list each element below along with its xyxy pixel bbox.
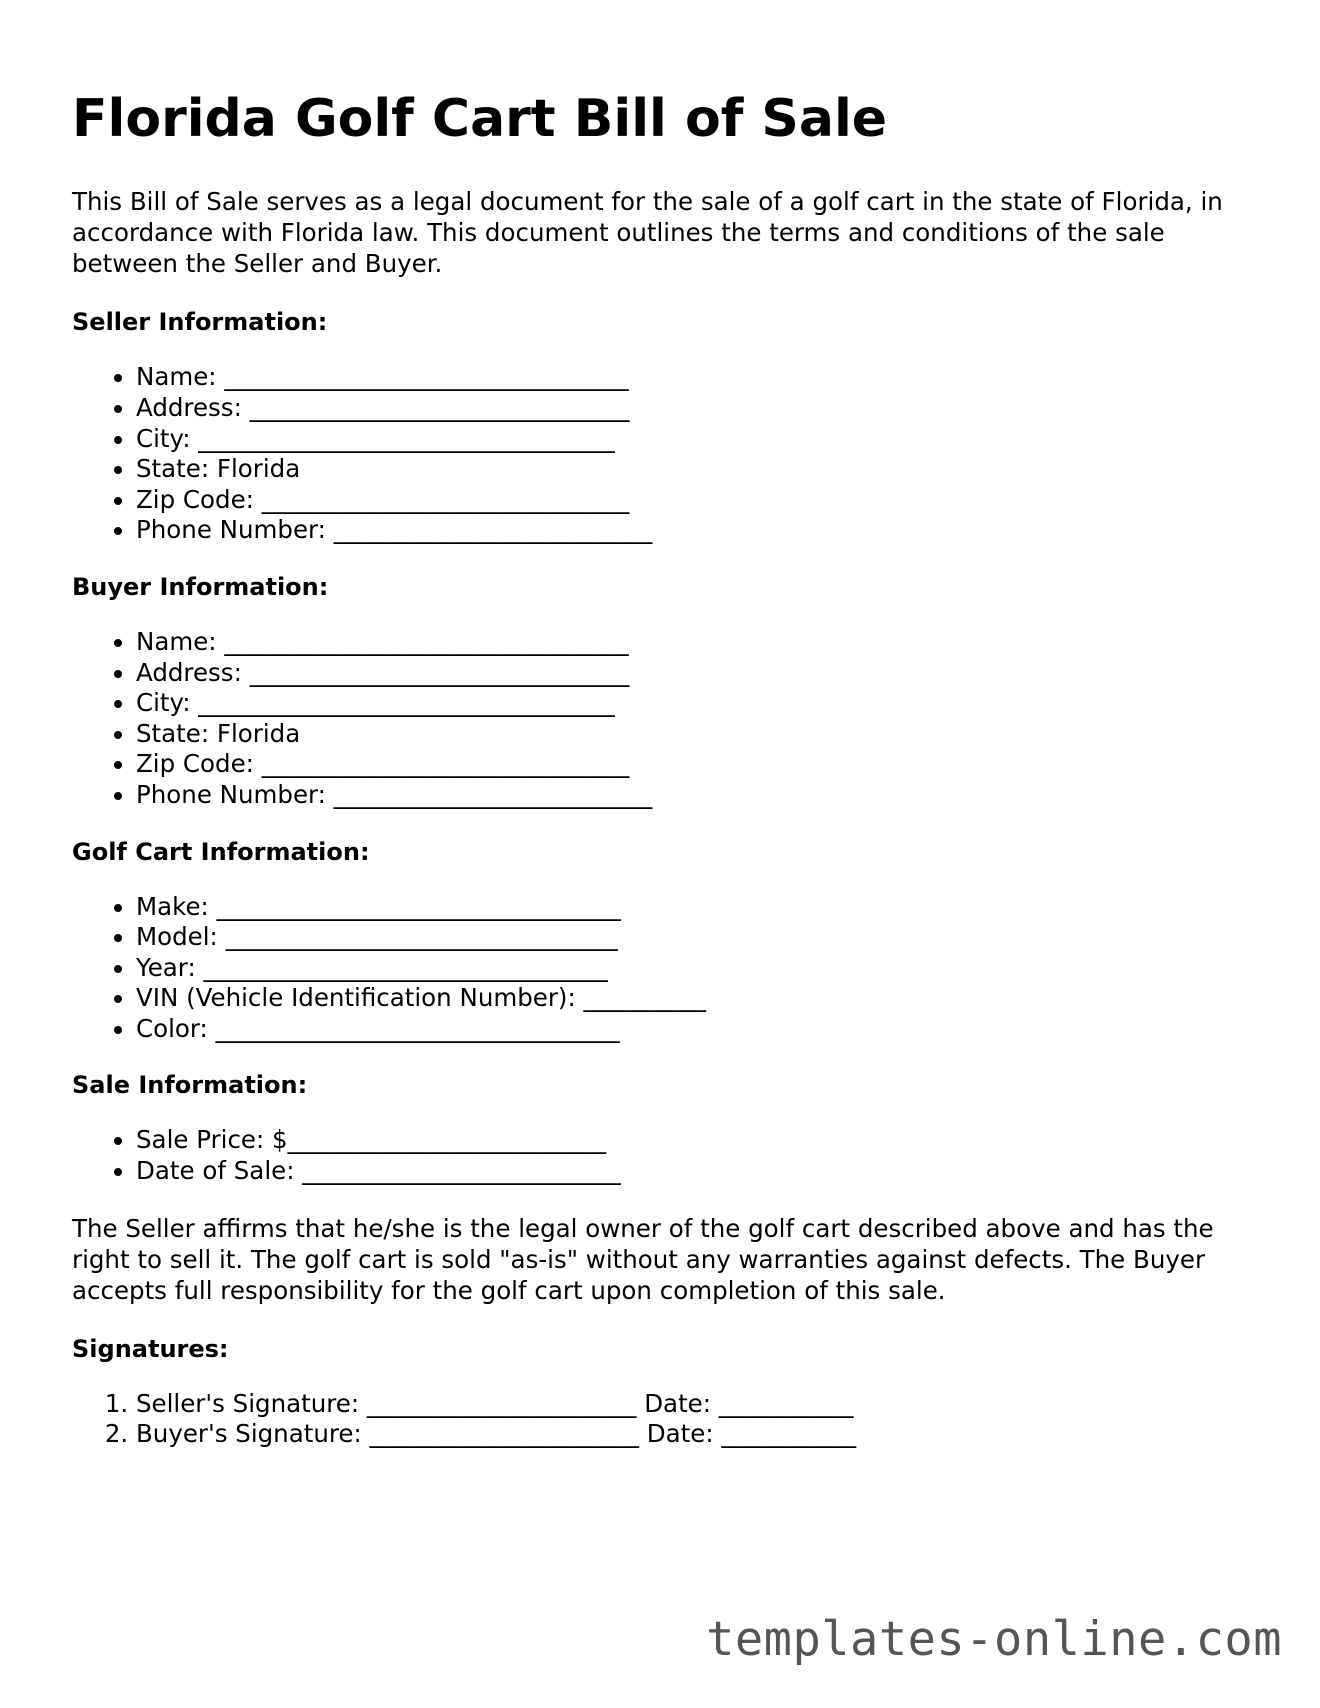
buyer-heading: Buyer Information:: [72, 572, 329, 601]
buyer-address-field: • Address: _______________________________: [136, 658, 1252, 689]
buyer-city-field: • City: __________________________________: [136, 688, 1252, 719]
signature-lines: [72, 1389, 1252, 1450]
cart-model-field: • Model: ________________________________: [136, 922, 1252, 953]
seller-zip-field: • Zip Code: ______________________________: [136, 485, 1252, 516]
seller-phone-field: • Phone Number: __________________________: [136, 515, 1252, 546]
seller-city-field: • City: __________________________________: [136, 424, 1252, 455]
cart-fields: [72, 892, 1252, 1045]
sale-heading: Sale Information:: [72, 1071, 308, 1100]
seller-heading: Seller Information:: [72, 308, 328, 337]
cart-make-field: • Make: _________________________________: [136, 892, 1252, 923]
watermark: templates-online.com: [706, 1612, 1282, 1667]
seller-signature-line: 1. Seller's Signature: ______________________ Date: ___________: [136, 1389, 1252, 1420]
intro-paragraph: This Bill of Sale serves as a legal document for the sale of a golf cart in the state of Florida, in accordance with Florida law. This document outlines the terms and conditions of the sale between the Seller and Buyer.: [72, 187, 1223, 279]
sale-price-field: • Sale Price: $__________________________: [136, 1125, 1252, 1156]
buyer-signature-line: 2. Buyer's Signature: ______________________ Date: ___________: [136, 1419, 1252, 1450]
sale-fields: [72, 1125, 1252, 1186]
cart-color-field: • Color: _________________________________: [136, 1014, 1252, 1045]
seller-name-field: • Name: _________________________________: [136, 362, 1252, 393]
document-page: [72, 88, 1252, 1476]
seller-state-field: • State: Florida: [136, 454, 1252, 485]
cart-heading: Golf Cart Information:: [72, 837, 370, 866]
buyer-phone-field: • Phone Number: __________________________: [136, 780, 1252, 811]
sale-date-field: • Date of Sale: __________________________: [136, 1156, 1252, 1187]
buyer-state-field: • State: Florida: [136, 719, 1252, 750]
seller-address-field: • Address: _______________________________: [136, 393, 1252, 424]
closing-paragraph: The Seller affirms that he/she is the legal owner of the golf cart described above and has the right to sell it. The golf cart is sold "as-is" without any warranties against defects. The Buyer accepts full responsibility for the golf cart upon completion of this sale.: [72, 1213, 1214, 1305]
cart-year-field: • Year: _________________________________: [136, 953, 1252, 984]
buyer-name-field: • Name: _________________________________: [136, 627, 1252, 658]
seller-fields: [72, 362, 1252, 546]
buyer-zip-field: • Zip Code: ______________________________: [136, 749, 1252, 780]
document-title: Florida Golf Cart Bill of Sale: [72, 89, 888, 149]
buyer-fields: [72, 627, 1252, 811]
cart-vin-field: • VIN (Vehicle Identification Number): __________: [136, 983, 1252, 1014]
signatures-heading: Signatures:: [72, 1334, 229, 1363]
